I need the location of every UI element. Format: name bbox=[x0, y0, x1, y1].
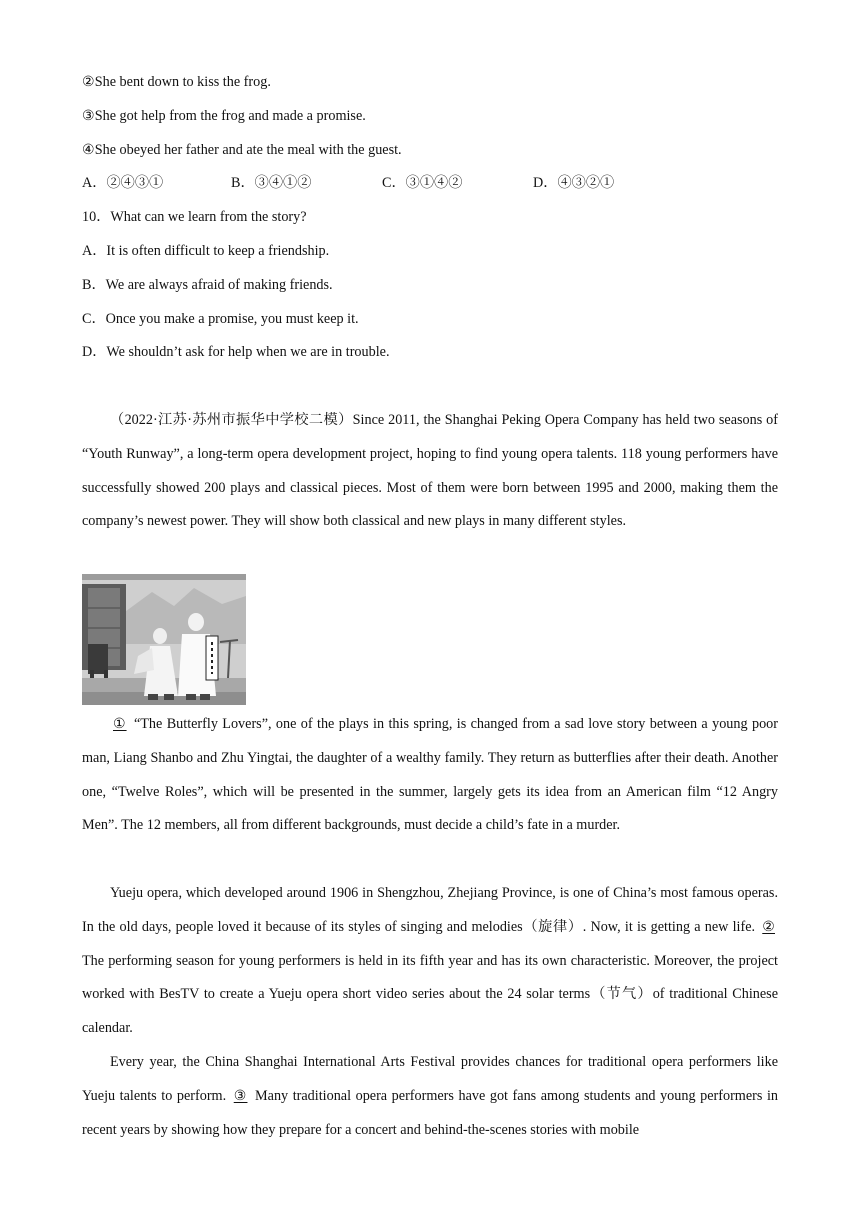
paragraph-text: The performing season for young performers is held in its fifth year and has its own characteristic. Moreover, the project worked with BesTV to create a Yueju opera short video series about the 24 solar terms（节气）of traditional Chinese calendar. bbox=[82, 952, 778, 1037]
q9-choice-a[interactable] bbox=[82, 173, 163, 193]
q9-item-4: ④She obeyed her father and ate the meal with the guest. bbox=[82, 142, 402, 158]
opera-photo bbox=[82, 574, 246, 705]
paragraph-text: Every year, the China Shanghai International Arts Festival provides chances for traditional opera performers like Yueju talents to perform. bbox=[82, 1054, 778, 1104]
paragraph-text: Many traditional opera performers have got fans among students and young performers in recent years by showing how they prepare for a concert and behind-the-scenes stories with mobile bbox=[82, 1087, 778, 1138]
q10-option-b[interactable]: B．We are always afraid of making friends. bbox=[82, 277, 333, 293]
passage-paragraph-3 bbox=[82, 877, 778, 1046]
choice-letter: B． bbox=[231, 175, 255, 191]
q9-item-2: ②She bent down to kiss the frog. bbox=[82, 74, 271, 90]
q9-choices bbox=[82, 173, 682, 193]
q10-option-d[interactable]: D．We shouldn’t ask for help when we are in trouble. bbox=[82, 344, 390, 360]
blank-3[interactable]: ③ bbox=[233, 1087, 248, 1104]
paragraph-text: Yueju opera, which developed around 1906 in Shengzhou, Zhejiang Province, is one of China’s most famous operas. In the old days, people loved it because of its styles of singing and melodies（旋律）. Now, it is getting a new life. bbox=[82, 885, 778, 935]
blank-1[interactable]: ① bbox=[113, 716, 127, 732]
q10-question: 10．What can we learn from the story? bbox=[82, 209, 307, 225]
q10-option-a[interactable]: A．It is often difficult to keep a friendship. bbox=[82, 243, 330, 259]
paragraph-text: “The Butterfly Lovers”, one of the plays in this spring, is changed from a sad love story between a young poor man, Liang Shanbo and Zhu Yingtai, the daughter of a wealthy family. They return as butterflies after their death. Another one, “Twelve Roles”, which will be presented in the summer, largely gets its idea from an American film “12 Angry Men”. The 12 members, all from different backgrounds, must decide a child’s fate in a murder. bbox=[82, 716, 778, 834]
choice-letter: A． bbox=[82, 175, 107, 191]
choice-letter: C． bbox=[382, 175, 406, 191]
blank-2[interactable]: ② bbox=[762, 918, 775, 935]
q9-item-3: ③She got help from the frog and made a promise. bbox=[82, 108, 366, 124]
choice-text: ②④③① bbox=[106, 175, 164, 191]
choice-letter: D． bbox=[533, 175, 558, 191]
q9-choice-b[interactable] bbox=[231, 173, 311, 193]
passage-paragraph-2 bbox=[82, 708, 778, 843]
choice-text: ④③②① bbox=[557, 175, 615, 191]
q9-choice-c[interactable] bbox=[382, 173, 462, 193]
paragraph-text: Since 2011, the Shanghai Peking Opera Company has held two seasons of “Youth Runway”, a long-term opera development project, hoping to find young opera talents. 118 young performers have successfully showed 200 plays and classical pieces. Most of them were born between 1995 and 2000, making them the company’s newest power. They will show both classical and new plays in many different styles. bbox=[82, 412, 779, 530]
choice-text: ③④①② bbox=[254, 175, 312, 191]
opera-photo-image bbox=[82, 574, 246, 705]
choice-text: ③①④② bbox=[405, 175, 463, 191]
q9-choice-d[interactable] bbox=[533, 173, 614, 193]
passage-paragraph-1 bbox=[82, 404, 778, 539]
q10-option-c[interactable]: C．Once you make a promise, you must keep it. bbox=[82, 311, 359, 327]
passage-source: （2022·江苏·苏州市振华中学校二模） bbox=[110, 412, 353, 428]
passage-paragraph-4 bbox=[82, 1046, 778, 1147]
